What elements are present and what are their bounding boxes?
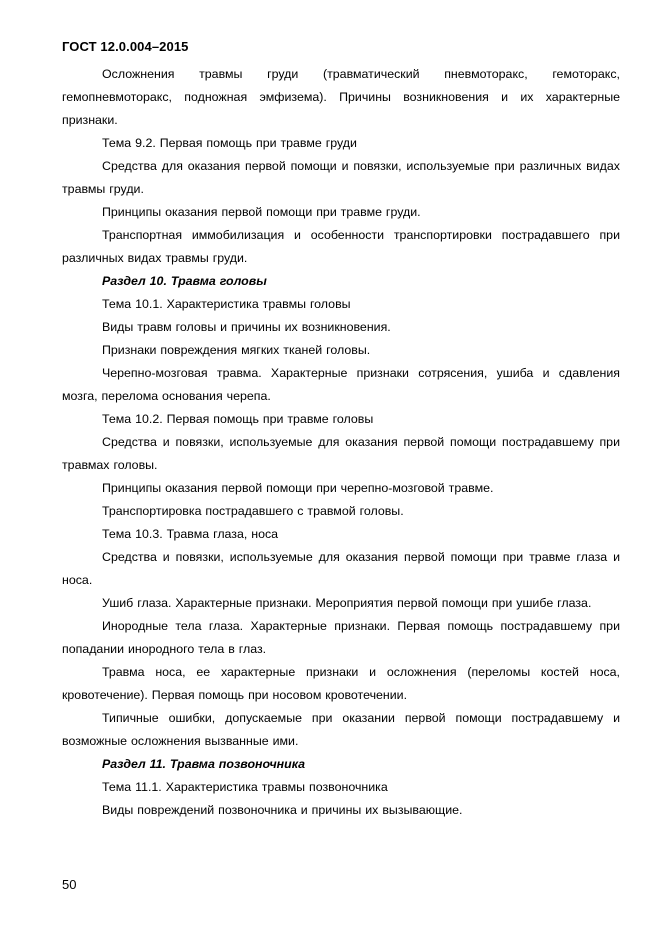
paragraph: Ушиб глаза. Характерные признаки. Мероприятия первой помощи при ушибе глаза. (102, 596, 592, 610)
topic-title: Тема 10.3. Травма глаза, носа (102, 527, 279, 541)
topic-title: Тема 9.2. Первая помощь при травме груди (102, 136, 357, 150)
topic-title: Тема 11.1. Характеристика травмы позвоночника (102, 780, 388, 794)
paragraph: Травма носа, ее характерные признаки и осложнения (переломы костей носа, кровотечение). Первая помощь при носовом кровотечении. (62, 665, 620, 702)
paragraph: Средства для оказания первой помощи и повязки, используемые при различных видах травмы груди. (62, 159, 620, 196)
document-body (62, 63, 620, 822)
section-heading: Раздел 11. Травма позвоночника (102, 757, 306, 771)
paragraph: Виды повреждений позвоночника и причины их вызывающие. (102, 803, 463, 817)
paragraph: Осложнения травмы груди (травматический пневмоторакс, гемоторакс, гемопневмоторакс, подножная эмфизема). Причины возникновения и их характерные признаки. (62, 67, 620, 127)
paragraph: Средства и повязки, используемые для оказания первой помощи пострадавшему при травмах головы. (62, 435, 620, 472)
paragraph: Типичные ошибки, допускаемые при оказании первой помощи пострадавшему и возможные осложнения вызванные ими. (62, 711, 620, 748)
paragraph: Принципы оказания первой помощи при черепно-мозговой травме. (102, 481, 494, 495)
page-number: 50 (62, 877, 77, 892)
paragraph: Транспортировка пострадавшего с травмой головы. (102, 504, 404, 518)
paragraph: Виды травм головы и причины их возникновения. (102, 320, 391, 334)
topic-title: Тема 10.2. Первая помощь при травме головы (102, 412, 374, 426)
paragraph: Транспортная иммобилизация и особенности транспортировки пострадавшего при различных видах травмы груди. (62, 228, 620, 265)
paragraph: Признаки повреждения мягких тканей головы. (102, 343, 371, 357)
topic-title: Тема 10.1. Характеристика травмы головы (102, 297, 351, 311)
section-heading: Раздел 10. Травма головы (102, 274, 267, 288)
paragraph: Инородные тела глаза. Характерные признаки. Первая помощь пострадавшему при попадании инородного тела в глаз. (62, 619, 620, 656)
paragraph: Принципы оказания первой помощи при травме груди. (102, 205, 421, 219)
paragraph: Средства и повязки, используемые для оказания первой помощи при травме глаза и носа. (62, 550, 620, 587)
document-header: ГОСТ 12.0.004–2015 (62, 39, 189, 54)
paragraph: Черепно-мозговая травма. Характерные признаки сотрясения, ушиба и сдавления мозга, перелома основания черепа. (62, 366, 620, 403)
